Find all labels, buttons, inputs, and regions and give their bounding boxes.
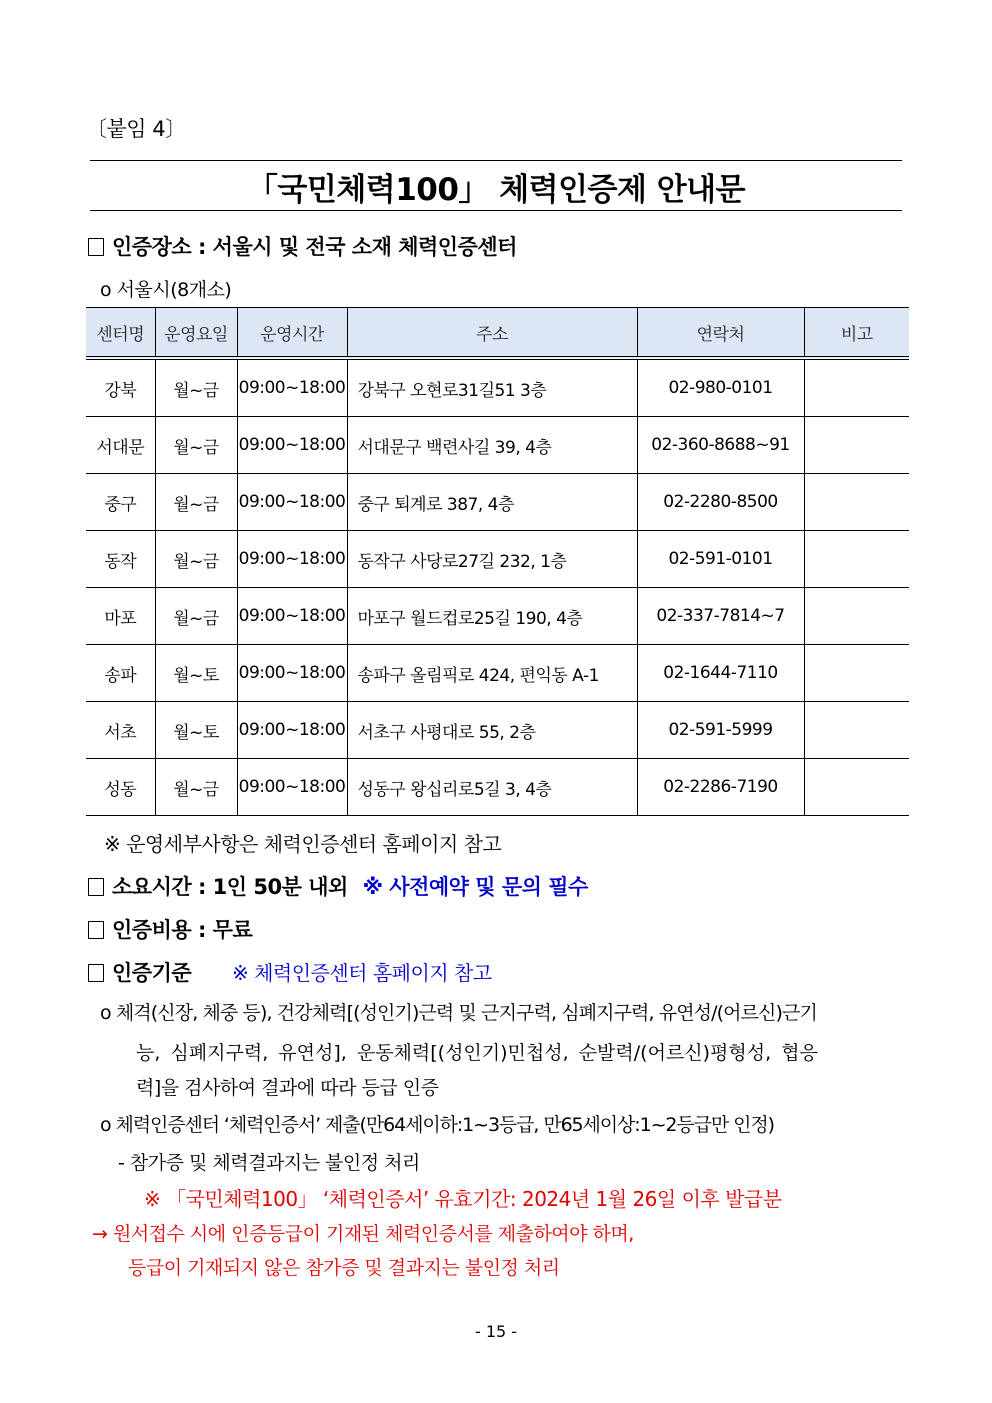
cell-center-name: 중구 xyxy=(86,474,155,531)
table-header-row xyxy=(86,308,909,359)
cell-phone: 02-360-8688~91 xyxy=(637,417,804,474)
cell-address: 동작구 사당로27길 232, 1층 xyxy=(347,531,637,588)
cell-note xyxy=(804,474,909,531)
section-cost-text: 인증비용 : 무료 xyxy=(112,918,253,942)
title-top-rule xyxy=(90,160,902,161)
cell-note xyxy=(804,531,909,588)
cell-address: 서대문구 백련사길 39, 4층 xyxy=(347,417,637,474)
cell-note xyxy=(804,588,909,645)
cell-days: 월~금 xyxy=(155,531,237,588)
section-location-text: 인증장소 : 서울시 및 전국 소재 체력인증센터 xyxy=(112,235,517,259)
cell-center-name: 송파 xyxy=(86,645,155,702)
operation-note: ※ 운영세부사항은 체력인증센터 홈페이지 참고 xyxy=(104,832,502,856)
header-phone: 연락처 xyxy=(637,308,804,359)
table-row xyxy=(86,531,909,588)
header-center-name: 센터명 xyxy=(86,308,155,359)
cell-phone: 02-591-0101 xyxy=(637,531,804,588)
cell-days: 월~토 xyxy=(155,702,237,759)
cell-hours: 09:00~18:00 xyxy=(237,358,347,417)
page-title: 「국민체력100」 체력인증제 안내문 xyxy=(246,172,746,208)
header-hours: 운영시간 xyxy=(237,308,347,359)
cell-hours: 09:00~18:00 xyxy=(237,531,347,588)
table-row xyxy=(86,417,909,474)
cell-days: 월~금 xyxy=(155,759,237,816)
page-number: - 15 - xyxy=(474,1322,518,1341)
cell-phone: 02-337-7814~7 xyxy=(637,588,804,645)
header-days: 운영요일 xyxy=(155,308,237,359)
section-location xyxy=(88,231,517,261)
table-row xyxy=(86,645,909,702)
cell-days: 월~금 xyxy=(155,588,237,645)
cell-center-name: 동작 xyxy=(86,531,155,588)
cell-hours: 09:00~18:00 xyxy=(237,474,347,531)
cell-hours: 09:00~18:00 xyxy=(237,759,347,816)
reservation-note: ※ 사전예약 및 문의 필수 xyxy=(362,875,588,899)
table-row xyxy=(86,759,909,816)
cell-phone: 02-591-5999 xyxy=(637,702,804,759)
cell-note xyxy=(804,759,909,816)
cell-phone: 02-2280-8500 xyxy=(637,474,804,531)
cell-center-name: 서초 xyxy=(86,702,155,759)
cell-center-name: 성동 xyxy=(86,759,155,816)
cell-days: 월~금 xyxy=(155,358,237,417)
cell-center-name: 강북 xyxy=(86,358,155,417)
checkbox-square-icon xyxy=(88,964,104,982)
criteria-item1-line3: 력]을 검사하여 결과에 따라 등급 인증 xyxy=(136,1077,439,1099)
cell-center-name: 마포 xyxy=(86,588,155,645)
cell-note xyxy=(804,645,909,702)
cell-phone: 02-1644-7110 xyxy=(637,645,804,702)
cell-address: 송파구 올림픽로 424, 편익동 A-1 xyxy=(347,645,637,702)
header-note: 비고 xyxy=(804,308,909,359)
section-duration xyxy=(88,871,588,901)
section-cost xyxy=(88,914,252,944)
checkbox-square-icon xyxy=(88,878,104,896)
cell-phone: 02-2286-7190 xyxy=(637,759,804,816)
criteria-item1-line1: o 체격(신장, 체중 등), 건강체력[(성인기)근력 및 근지구력, 심폐지구력, 유연성/(어르신)근기 xyxy=(100,1002,817,1024)
cell-address: 중구 퇴계로 387, 4층 xyxy=(347,474,637,531)
cell-hours: 09:00~18:00 xyxy=(237,417,347,474)
cell-address: 성동구 왕십리로5길 3, 4층 xyxy=(347,759,637,816)
seoul-label: o 서울시(8개소) xyxy=(100,279,232,301)
cell-hours: 09:00~18:00 xyxy=(237,645,347,702)
section-criteria xyxy=(88,957,492,987)
cell-address: 서초구 사평대로 55, 2층 xyxy=(347,702,637,759)
criteria-item2: o 체력인증센터 ‘체력인증서’ 제출(만64세이하:1~3등급, 만65세이상:1~2등급만 인정) xyxy=(100,1114,774,1136)
cell-days: 월~금 xyxy=(155,417,237,474)
attachment-label: 〔붙임 4〕 xyxy=(86,117,186,141)
checkbox-square-icon xyxy=(88,238,104,256)
table-row xyxy=(86,358,909,417)
criteria-item2-sub: - 참가증 및 체력결과지는 불인정 처리 xyxy=(118,1152,420,1174)
section-criteria-text: 인증기준 xyxy=(112,961,192,985)
cell-days: 월~토 xyxy=(155,645,237,702)
header-address: 주소 xyxy=(347,308,637,359)
table-row xyxy=(86,702,909,759)
table-row xyxy=(86,588,909,645)
table-row xyxy=(86,474,909,531)
cell-hours: 09:00~18:00 xyxy=(237,588,347,645)
validity-note: ※ 「국민체력100」 ‘체력인증서’ 유효기간: 2024년 1월 26일 이후 발급분 xyxy=(144,1187,782,1211)
cell-hours: 09:00~18:00 xyxy=(237,702,347,759)
section-duration-text: 소요시간 : 1인 50분 내외 xyxy=(112,875,348,899)
cell-note xyxy=(804,358,909,417)
checkbox-square-icon xyxy=(88,921,104,939)
centers-table xyxy=(86,307,909,816)
arrow-note-line1: → 원서접수 시에 인증등급이 기재된 체력인증서를 제출하여야 하며, xyxy=(92,1223,634,1245)
cell-center-name: 서대문 xyxy=(86,417,155,474)
cell-note xyxy=(804,417,909,474)
cell-days: 월~금 xyxy=(155,474,237,531)
criteria-item1-line2: 능, 심폐지구력, 유연성], 운동체력[(성인기)민첩성, 순발력/(어르신)평형성, 협응 xyxy=(136,1042,818,1064)
criteria-note: ※ 체력인증센터 홈페이지 참고 xyxy=(231,961,492,985)
cell-address: 마포구 월드컵로25길 190, 4층 xyxy=(347,588,637,645)
arrow-note-line2: 등급이 기재되지 않은 참가증 및 결과지는 불인정 처리 xyxy=(128,1257,560,1279)
cell-phone: 02-980-0101 xyxy=(637,358,804,417)
title-bottom-rule xyxy=(90,210,902,211)
cell-note xyxy=(804,702,909,759)
cell-address: 강북구 오현로31길51 3층 xyxy=(347,358,637,417)
